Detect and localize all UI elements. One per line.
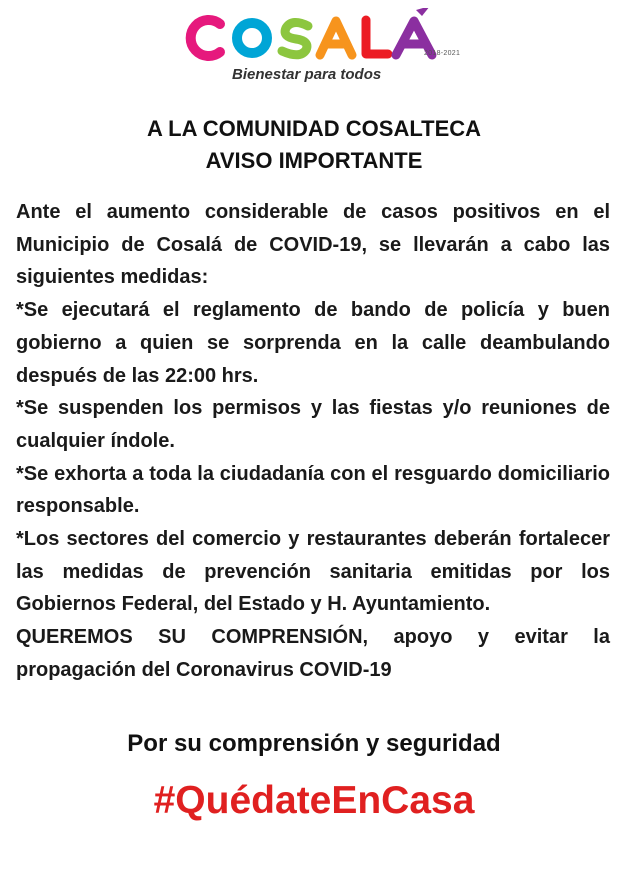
logo-letter-o	[237, 23, 267, 53]
logo-letter-c	[191, 20, 220, 56]
logo-years: 2018-2021	[424, 50, 461, 57]
notice-title: A LA COMUNIDAD COSALTECA	[146, 116, 482, 141]
measure-curfew: *Se ejecutará el reglamento de bando de policía y buen gobierno a quien se sorprenda en la calle deambulando después de las 22:00 hrs.	[16, 299, 610, 387]
cosala-wordmark-graphic	[180, 8, 470, 68]
request-paragraph: QUEREMOS SU COMPRENSIÓN, apoyo y evitar la propagación del Coronavirus COVID-19	[16, 626, 610, 681]
logo-letter-l	[366, 20, 388, 54]
measure-stay-home: *Se exhorta a toda la ciudadanía con el resguardo domiciliario responsable.	[16, 462, 610, 518]
logo-tagline: Bienestar para todos	[232, 66, 382, 83]
logo-letter-s	[282, 22, 308, 54]
cosala-logo	[180, 8, 470, 84]
logo-letter-a1	[320, 21, 352, 55]
measure-events-suspended: *Se suspenden los permisos y las fiestas y/o reuniones de cualquier índole.	[16, 397, 610, 452]
notice-subtitle: AVISO IMPORTANTE	[205, 148, 423, 173]
intro-paragraph: Ante el aumento considerable de casos positivos en el Municipio de Cosalá de COVID-19, se llevarán a cabo las siguientes medidas:	[16, 201, 610, 289]
notice-body	[16, 196, 610, 687]
measure-businesses: *Los sectores del comercio y restaurantes deberán fortalecer las medidas de prevención sanitaria emitidas por los Gobiernos Federal, del Estado y H. Ayuntamiento.	[16, 528, 610, 616]
logo-accent-mark	[416, 8, 430, 16]
closing-line: Por su comprensión y seguridad	[127, 730, 501, 757]
hashtag: #QuédateEnCasa	[153, 779, 475, 822]
